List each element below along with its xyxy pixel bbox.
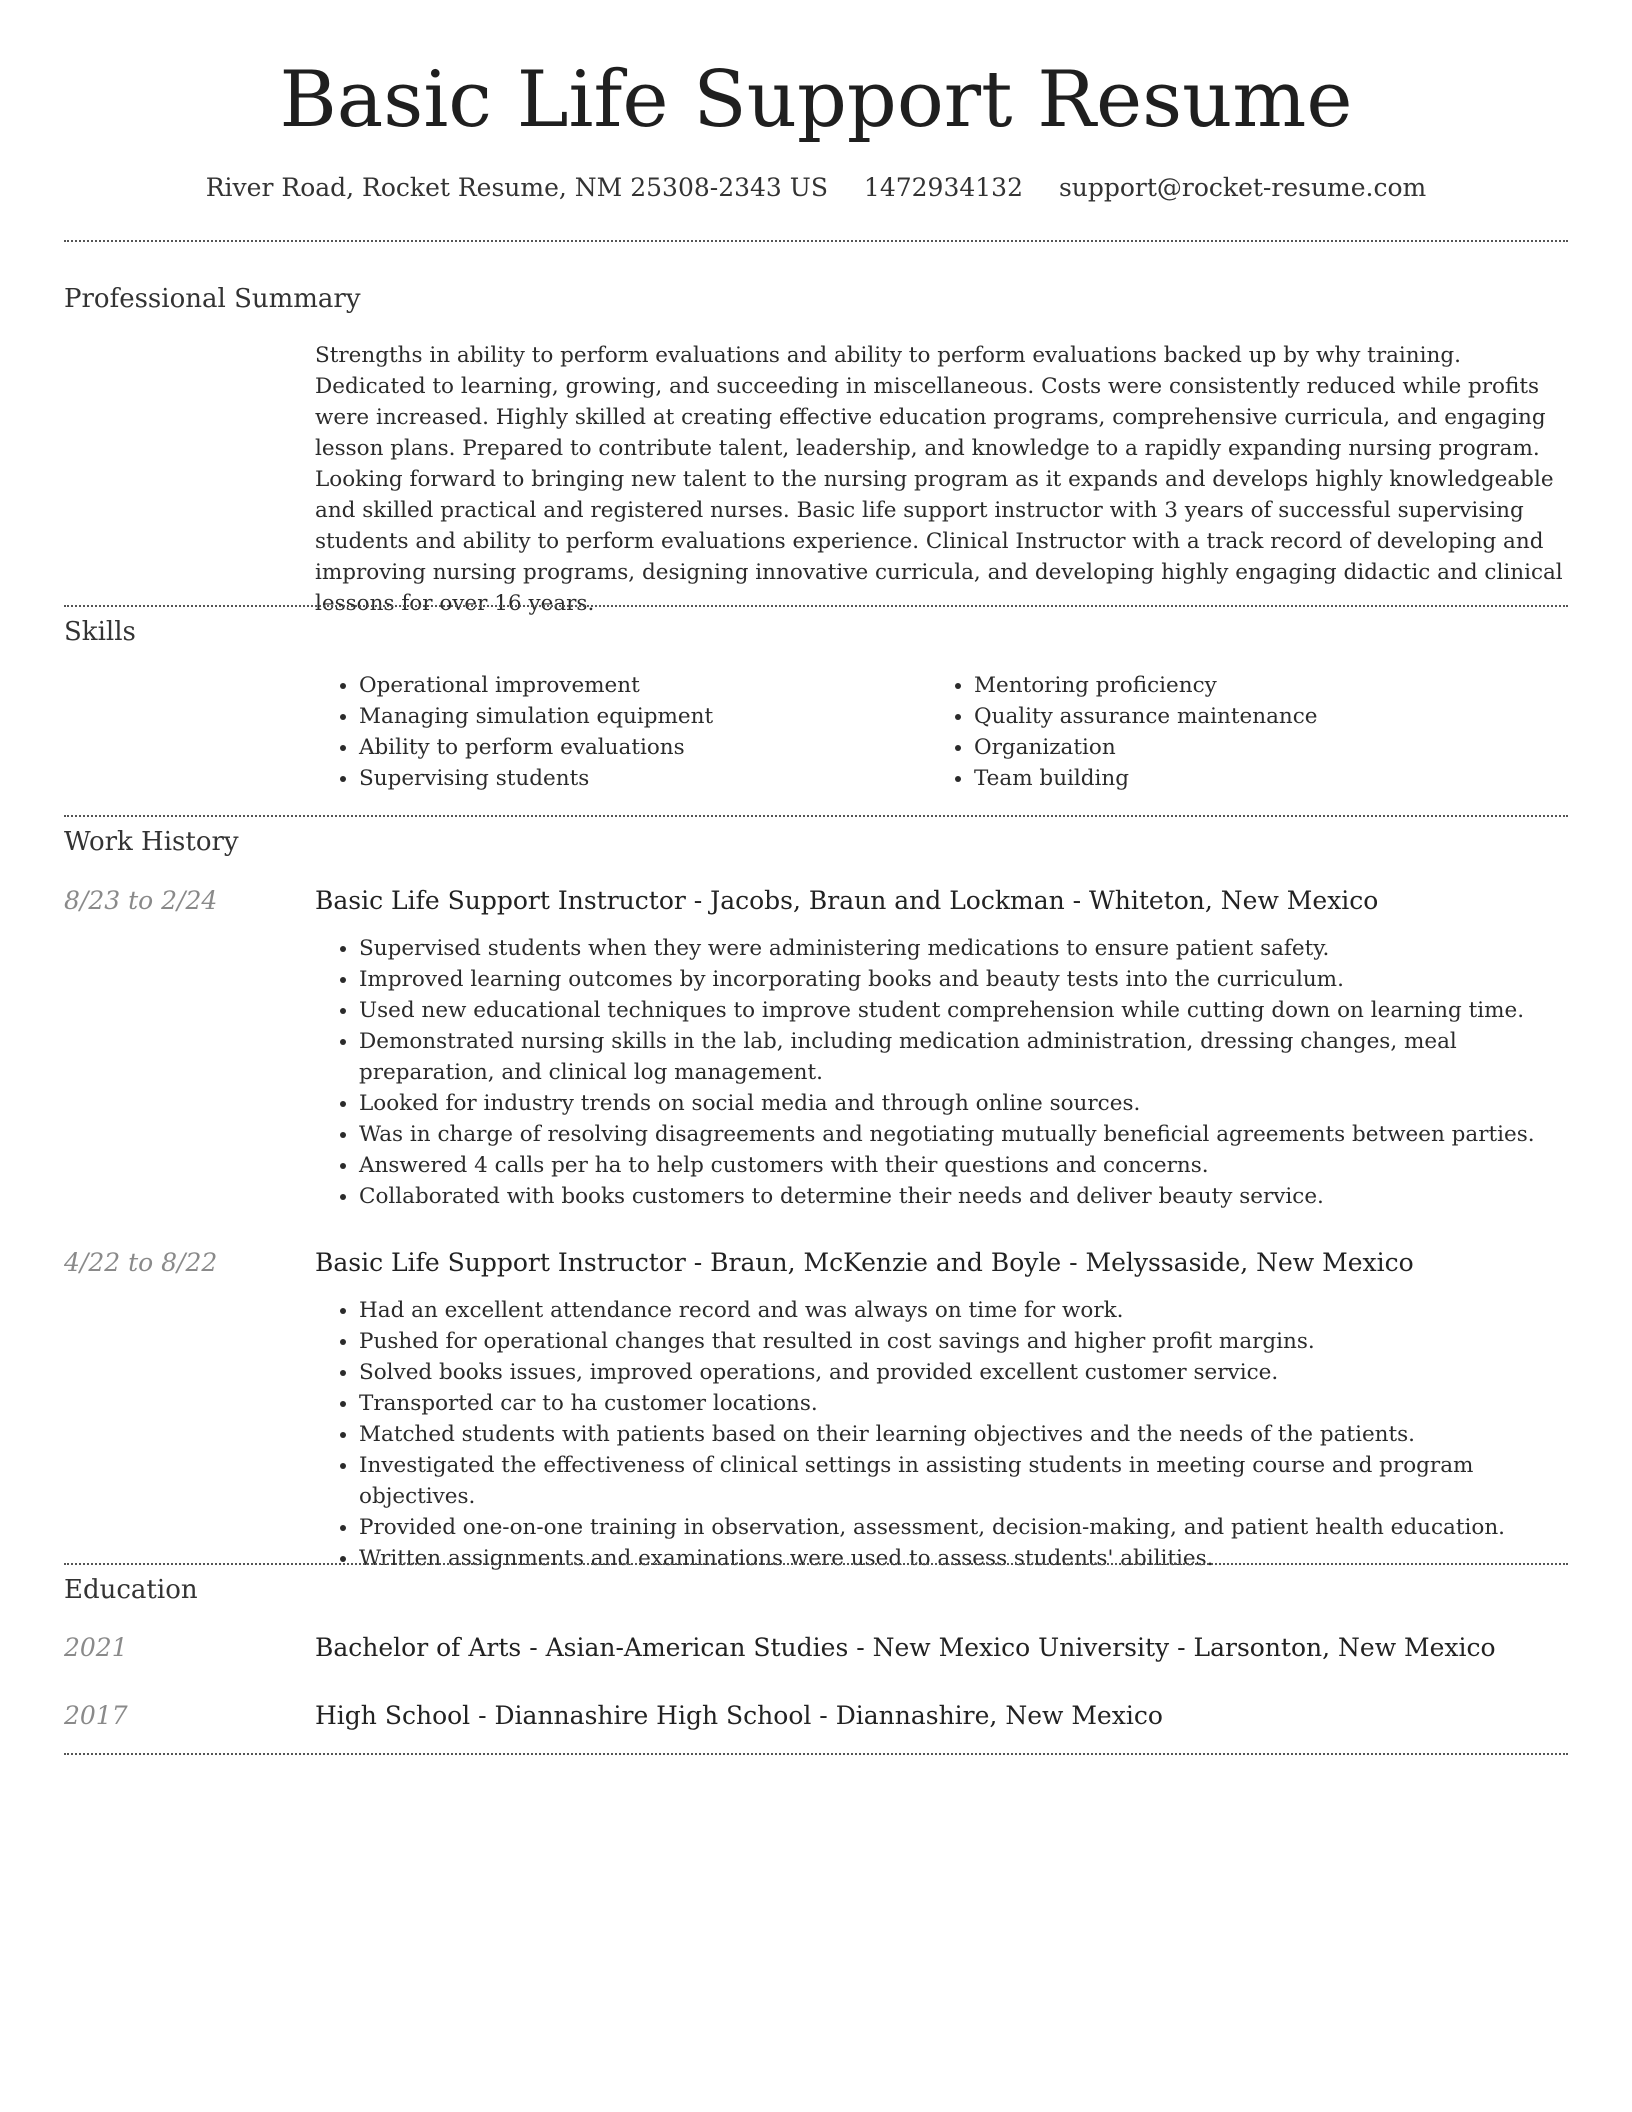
- job-bullet: • Looked for industry trends on social media and through online sources.: [359, 1088, 1570, 1119]
- contact-email: support@rocket-resume.com: [1058, 173, 1427, 202]
- summary-heading: Professional Summary: [64, 284, 361, 314]
- job-bullet: • Used new educational techniques to improve student comprehension while cutting down on learning time.: [359, 995, 1570, 1026]
- work-history-heading: Work History: [64, 827, 239, 857]
- resume-header: [0, 0, 1632, 206]
- skill-item: • Managing simulation equipment: [359, 701, 713, 732]
- education-heading: Education: [64, 1575, 198, 1605]
- job-bullet: • Solved books issues, improved operations, and provided excellent customer service.: [359, 1357, 1570, 1388]
- job-title: Basic Life Support Instructor - Braun, McKenzie and Boyle - Melyssaside, New Mexico: [315, 1248, 1414, 1277]
- job-bullet: • Provided one-on-one training in observation, assessment, decision-making, and patient health education.: [359, 1512, 1570, 1543]
- job-bullet: • Supervised students when they were administering medications to ensure patient safety.: [359, 933, 1570, 964]
- job-bullet: • Was in charge of resolving disagreements and negotiating mutually beneficial agreements between parties.: [359, 1119, 1570, 1150]
- section-divider: [64, 240, 1568, 242]
- section-divider: [64, 1563, 1568, 1565]
- job-bullet: • Pushed for operational changes that resulted in cost savings and higher profit margins.: [359, 1326, 1570, 1357]
- job-bullet: • Transported car to ha customer locations.: [359, 1388, 1570, 1419]
- skill-item: • Team building: [974, 763, 1318, 794]
- skills-right-column: [930, 670, 1318, 794]
- education-year: 2021: [64, 1633, 128, 1662]
- job-bullets: [315, 933, 1570, 1212]
- skills-left-column: [315, 670, 713, 794]
- skill-item: • Organization: [974, 732, 1318, 763]
- job-dates: 4/22 to 8/22: [64, 1248, 218, 1277]
- section-divider: [64, 1753, 1568, 1755]
- job-bullet: • Investigated the effectiveness of clinical settings in assisting students in meeting course and program objectives.: [359, 1450, 1570, 1512]
- resume-name: Basic Life Support Resume: [279, 55, 1353, 145]
- contact-address: River Road, Rocket Resume, NM 25308-2343 US: [205, 173, 828, 202]
- contact-phone: 1472934132: [863, 173, 1023, 202]
- job-title: Basic Life Support Instructor - Jacobs, Braun and Lockman - Whiteton, New Mexico: [315, 886, 1379, 915]
- skill-item: • Quality assurance maintenance: [974, 701, 1318, 732]
- skill-item: • Supervising students: [359, 763, 713, 794]
- contact-line: [0, 170, 1632, 206]
- job-bullet: • Written assignments and examinations were used to assess students' abilities.: [359, 1543, 1570, 1574]
- job-dates: 8/23 to 2/24: [64, 886, 218, 915]
- job-bullet: • Collaborated with books customers to determine their needs and deliver beauty service.: [359, 1181, 1570, 1212]
- section-divider: [64, 605, 1568, 607]
- skill-item: • Operational improvement: [359, 670, 713, 701]
- summary-text: Strengths in ability to perform evaluations and ability to perform evaluations backed up by why training. Dedicated to learning, growing, and succeeding in miscellaneous. Costs were consistently reduced while profits were increased. Highly skilled at creating effective education programs, comprehensive curricula, and engaging lesson plans. Prepared to contribute talent, leadership, and knowledge to a rapidly expanding nursing program. Looking forward to bringing new talent to the nursing program as it expands and develops highly knowledgeable and skilled practical and registered nurses. Basic life support instructor with 3 years of successful supervising students and ability to perform evaluations experience. Clinical Instructor with a track record of developing and improving nursing programs, designing innovative curricula, and developing highly engaging didactic and clinical lessons for over 16 years.: [315, 343, 1563, 616]
- section-divider: [64, 815, 1568, 817]
- skills-heading: Skills: [64, 617, 136, 647]
- skill-item: • Ability to perform evaluations: [359, 732, 713, 763]
- job-bullets: [315, 1295, 1570, 1574]
- job-bullet: • Demonstrated nursing skills in the lab, including medication administration, dressing changes, meal preparation, and clinical log management.: [359, 1026, 1570, 1088]
- education-entry: Bachelor of Arts - Asian-American Studies - New Mexico University - Larsonton, New Mexico: [315, 1633, 1496, 1662]
- education-entry: High School - Diannashire High School - Diannashire, New Mexico: [315, 1701, 1163, 1730]
- job-bullet: • Answered 4 calls per ha to help customers with their questions and concerns.: [359, 1150, 1570, 1181]
- job-bullet: • Had an excellent attendance record and was always on time for work.: [359, 1295, 1570, 1326]
- skill-item: • Mentoring proficiency: [974, 670, 1318, 701]
- education-year: 2017: [64, 1701, 128, 1730]
- job-bullet: • Matched students with patients based on their learning objectives and the needs of the patients.: [359, 1419, 1570, 1450]
- job-bullet: • Improved learning outcomes by incorporating books and beauty tests into the curriculum.: [359, 964, 1570, 995]
